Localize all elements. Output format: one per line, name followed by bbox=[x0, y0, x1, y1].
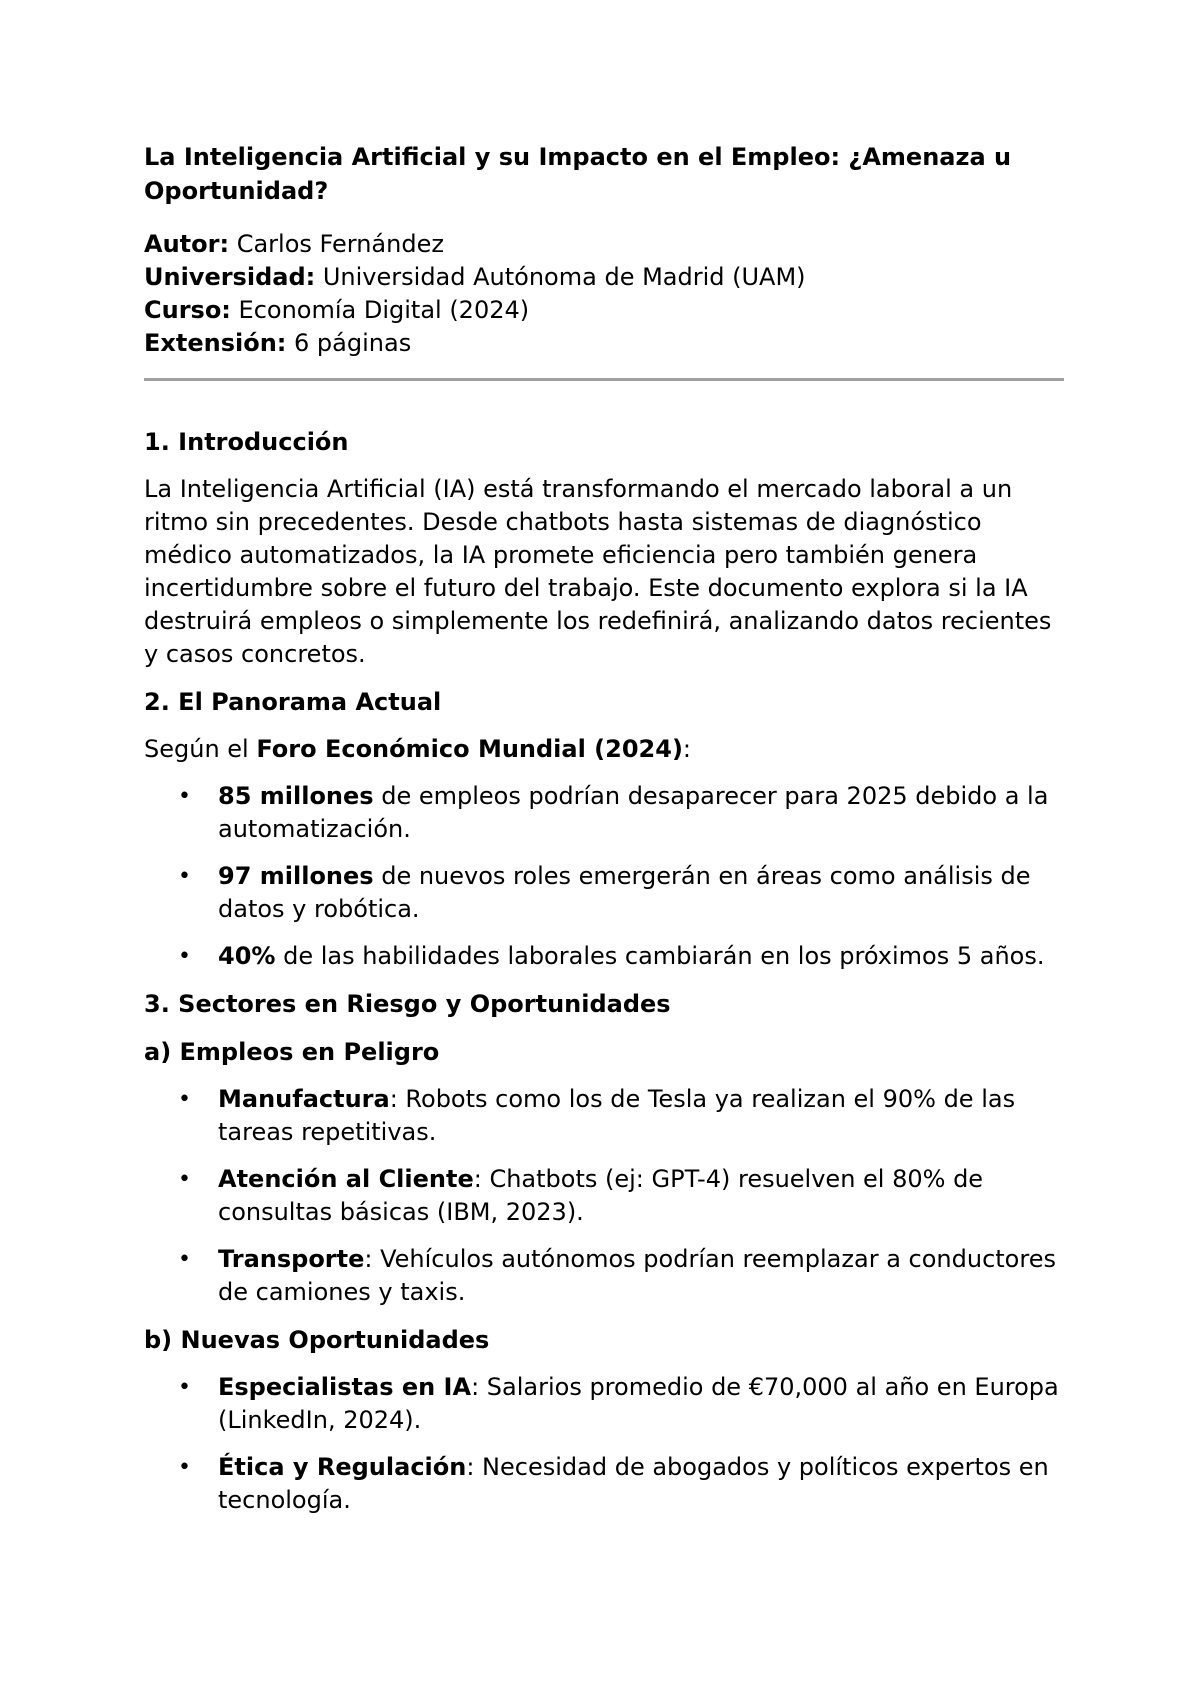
section-2-intro-pre: Según el bbox=[144, 735, 257, 763]
section-2-bullet-list bbox=[144, 780, 1064, 973]
meta-course-key: Curso: bbox=[144, 296, 231, 324]
subsection-a-bullet-list bbox=[144, 1083, 1064, 1309]
list-item-emphasis: 40% bbox=[218, 942, 276, 970]
list-item-text: : Necesidad de abogados y políticos expertos en tecnología. bbox=[218, 1453, 1049, 1514]
list-item-text: de las habilidades laborales cambiarán en los próximos 5 años. bbox=[275, 942, 1045, 970]
section-2-heading: 2. El Panorama Actual bbox=[144, 688, 442, 716]
meta-length-value: 6 páginas bbox=[286, 329, 412, 357]
section-3-heading: 3. Sectores en Riesgo y Oportunidades bbox=[144, 990, 671, 1018]
list-item-emphasis: Atención al Cliente bbox=[218, 1165, 474, 1193]
meta-university-value: Universidad Autónoma de Madrid (UAM) bbox=[315, 263, 806, 291]
bullet-icon: • bbox=[178, 1455, 191, 1480]
bullet-icon: • bbox=[178, 1247, 191, 1272]
horizontal-divider bbox=[144, 378, 1064, 381]
section-1-paragraph: La Inteligencia Artificial (IA) está transformando el mercado laboral a un ritmo sin precedentes. Desde chatbots hasta sistemas de diagnóstico médico automatizados, la IA promete eficiencia pero también genera incertidumbre sobre el futuro del trabajo. Este documento explora si la IA destruirá empleos o simplemente los redefinirá, analizando datos recientes y casos concretos. bbox=[144, 475, 1052, 668]
document-title: La Inteligencia Artificial y su Impacto en el Empleo: ¿Amenaza u Oportunidad? bbox=[144, 143, 1012, 205]
list-item-emphasis: 97 millones bbox=[218, 862, 374, 890]
list-item-text: de empleos podrían desaparecer para 2025 debido a la automatización. bbox=[218, 782, 1049, 843]
list-item-text: : Salarios promedio de €70,000 al año en Europa (LinkedIn, 2024). bbox=[218, 1373, 1059, 1434]
bullet-icon: • bbox=[178, 944, 191, 969]
list-item bbox=[144, 860, 1064, 926]
section-2-intro bbox=[144, 733, 1064, 766]
section-2-intro-post: : bbox=[682, 735, 692, 763]
subsection-b-bullet-list bbox=[144, 1371, 1064, 1517]
list-item bbox=[144, 1243, 1064, 1309]
list-item bbox=[144, 1451, 1064, 1517]
bullet-icon: • bbox=[178, 864, 191, 889]
subsection-a-heading: a) Empleos en Peligro bbox=[144, 1038, 440, 1066]
list-item bbox=[144, 1083, 1064, 1149]
subsection-b-heading: b) Nuevas Oportunidades bbox=[144, 1326, 490, 1354]
list-item-emphasis: Ética y Regulación bbox=[218, 1453, 467, 1481]
list-item-text: : Vehículos autónomos podrían reemplazar a conductores de camiones y taxis. bbox=[218, 1245, 1056, 1306]
meta-course-value: Economía Digital (2024) bbox=[230, 296, 530, 324]
meta-university bbox=[144, 261, 1064, 294]
bullet-icon: • bbox=[178, 1087, 191, 1112]
list-item-text: de nuevos roles emergerán en áreas como análisis de datos y robótica. bbox=[218, 862, 1031, 923]
list-item bbox=[144, 1163, 1064, 1229]
bullet-icon: • bbox=[178, 1375, 191, 1400]
list-item-emphasis: 85 millones bbox=[218, 782, 374, 810]
list-item-emphasis: Manufactura bbox=[218, 1085, 390, 1113]
metadata-block bbox=[144, 228, 1064, 360]
bullet-icon: • bbox=[178, 784, 191, 809]
meta-course bbox=[144, 294, 1064, 327]
meta-university-key: Universidad: bbox=[144, 263, 316, 291]
meta-length bbox=[144, 327, 1064, 360]
section-1-heading: 1. Introducción bbox=[144, 428, 349, 456]
list-item bbox=[144, 940, 1064, 973]
meta-author-key: Autor: bbox=[144, 230, 230, 258]
section-2-intro-source: Foro Económico Mundial (2024) bbox=[256, 735, 683, 763]
list-item bbox=[144, 1371, 1064, 1437]
list-item-text: : Robots como los de Tesla ya realizan el 90% de las tareas repetitivas. bbox=[218, 1085, 1016, 1146]
document-page bbox=[144, 140, 1064, 1531]
list-item-emphasis: Especialistas en IA bbox=[218, 1373, 472, 1401]
list-item-text: : Chatbots (ej: GPT-4) resuelven el 80% de consultas básicas (IBM, 2023). bbox=[218, 1165, 984, 1226]
meta-author-value: Carlos Fernández bbox=[229, 230, 444, 258]
list-item bbox=[144, 780, 1064, 846]
meta-author bbox=[144, 228, 1064, 261]
bullet-icon: • bbox=[178, 1167, 191, 1192]
meta-length-key: Extensión: bbox=[144, 329, 287, 357]
list-item-emphasis: Transporte bbox=[218, 1245, 365, 1273]
